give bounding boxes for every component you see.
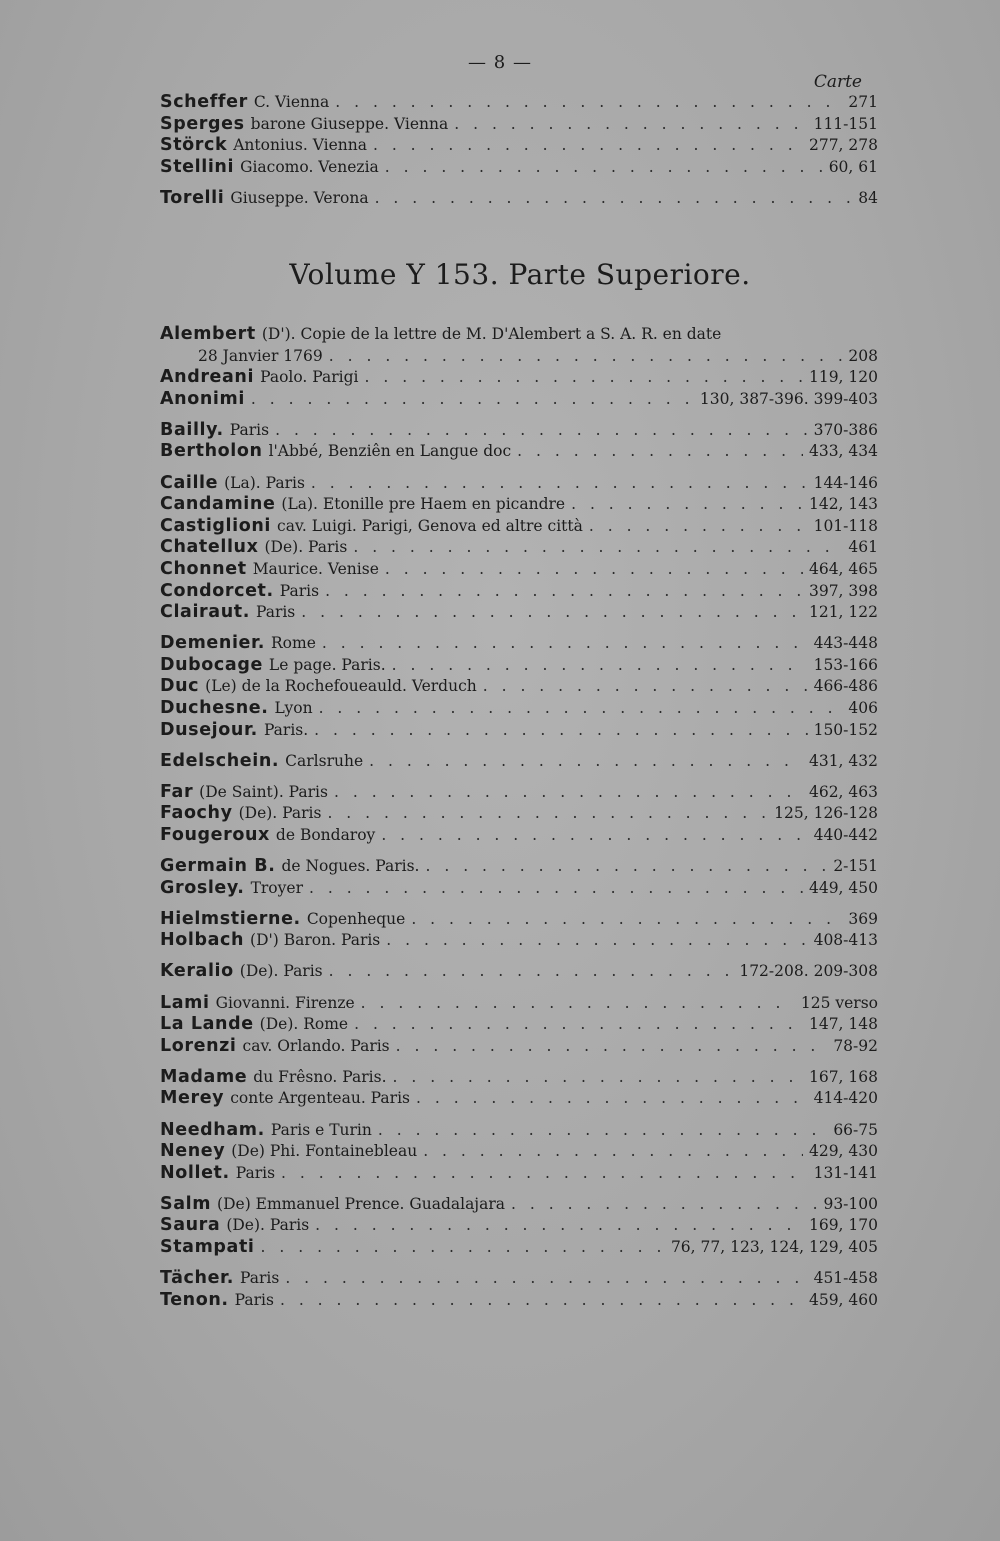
entry-pages: 125, 126-128 (774, 804, 878, 823)
entry-detail: Lyon (274, 699, 313, 717)
index-entry (160, 494, 878, 516)
leader-dots (483, 676, 808, 698)
entry-pages: 397, 398 (808, 581, 878, 600)
entry-detail: Paris (279, 581, 320, 600)
entry-pages: 172-208. 209-308 (739, 962, 878, 981)
index-entry (160, 367, 878, 389)
entry-detail: (D') Baron. Paris (250, 931, 381, 950)
entry-surname: Candamine (160, 494, 276, 515)
entry-surname: Lami (160, 992, 210, 1013)
entry-surname: Holbach (160, 930, 245, 951)
entry-pages: 119, 120 (808, 368, 878, 387)
index-entry (160, 114, 878, 136)
leader-dots (281, 1163, 808, 1185)
entry-pages: 78-92 (833, 1036, 878, 1055)
entry-pages: 464, 465 (808, 559, 878, 578)
index-entry-alembert (160, 324, 878, 346)
index-entry (160, 720, 878, 742)
entry-surname: Dusejour. (160, 719, 258, 740)
index-entry (160, 188, 878, 210)
entry-surname: Stellini (160, 156, 235, 177)
leader-dots (319, 698, 843, 720)
entry-surname: Fougeroux (160, 824, 270, 845)
index-entry (160, 1290, 878, 1312)
index-entry (160, 92, 878, 114)
entry-pages: 93-100 (823, 1194, 878, 1213)
entry-surname: Keralio (160, 961, 234, 982)
index-list-main (160, 324, 878, 1311)
entry-surname: Anonimi (160, 388, 245, 409)
entry-pages: 131-141 (813, 1163, 878, 1182)
entry-detail: (De) Emmanuel Prence. Guadalajara (217, 1194, 506, 1213)
entry-detail: Paris (229, 420, 270, 439)
leader-dots (354, 1014, 803, 1036)
entry-pages: 66-75 (833, 1120, 878, 1139)
leader-dots (301, 602, 803, 624)
leader-dots (396, 1036, 828, 1058)
entry-detail: Copenheque (306, 909, 406, 928)
entry-surname: Germain B. (160, 856, 276, 877)
leader-dots (251, 389, 694, 411)
leader-dots (311, 473, 808, 495)
index-entry (160, 1141, 878, 1163)
leader-dots (309, 878, 803, 900)
leader-dots (385, 559, 803, 581)
entry-detail: de Bondaroy (275, 825, 376, 844)
leader-dots (369, 751, 803, 773)
entry-surname: Dubocage (160, 654, 263, 675)
leader-dots (411, 909, 842, 931)
leader-dots (373, 135, 803, 157)
leader-dots (423, 1141, 803, 1163)
entry-detail: de Nogues. Paris. (281, 857, 420, 876)
index-entry (160, 1036, 878, 1058)
entry-surname: Clairaut. (160, 602, 250, 623)
entry-detail: (D'). Copie de la lettre de M. D'Alembert a S. A. R. en date (261, 325, 722, 343)
entry-surname: Merey (160, 1088, 225, 1109)
entry-detail: Maurice. Venise (252, 559, 379, 578)
entry-detail: (Le) de la Rochefoueauld. Verduch (205, 677, 477, 696)
entry-pages: 370-386 (813, 420, 878, 439)
entry-surname: La Lande (160, 1014, 254, 1035)
leader-dots (261, 1237, 665, 1259)
entry-pages: 440-442 (813, 825, 878, 844)
index-entry (160, 1067, 878, 1089)
leader-dots (280, 1290, 803, 1312)
entry-detail: (De). Paris (239, 962, 323, 981)
entry-detail: (De) Phi. Fontainebleau (231, 1142, 418, 1161)
entry-surname: Neney (160, 1141, 226, 1162)
entry-surname: Tächer. (160, 1268, 235, 1289)
leader-dots (329, 346, 843, 368)
index-entry (160, 856, 878, 878)
entry-surname: Alembert (160, 324, 256, 344)
entry-surname: Bailly. (160, 419, 224, 440)
entry-detail: C. Vienna (253, 93, 330, 111)
entry-pages: 429, 430 (808, 1142, 878, 1161)
entry-pages: 431, 432 (808, 751, 878, 770)
entry-surname: Edelschein. (160, 750, 280, 771)
entry-surname: Störck (160, 135, 228, 156)
entry-pages: 167, 168 (808, 1067, 878, 1086)
index-entry (160, 751, 878, 773)
index-entry (160, 878, 878, 900)
entry-detail: (De). Paris (238, 804, 322, 823)
leader-dots (334, 782, 803, 804)
entry-surname: Sperges (160, 113, 245, 134)
index-entry (160, 537, 878, 559)
entry-detail: (De). Rome (259, 1015, 349, 1034)
leader-dots (329, 961, 734, 983)
page-number: — 8 — (468, 52, 532, 73)
entry-pages: 111-151 (813, 114, 878, 133)
entry-surname: Castiglioni (160, 515, 272, 536)
entry-pages: 76, 77, 123, 124, 129, 405 (670, 1237, 878, 1256)
entry-surname: Andreani (160, 367, 255, 388)
entry-surname: Tenon. (160, 1289, 229, 1310)
index-entry (160, 441, 878, 463)
entry-pages: 147, 148 (808, 1015, 878, 1034)
carte-column-header: Carte (813, 72, 862, 92)
entry-pages: 466-486 (813, 677, 878, 696)
index-entry-alembert-continuation (160, 346, 878, 368)
entry-surname: Salm (160, 1193, 212, 1214)
entry-pages: 84 (858, 188, 878, 207)
entry-surname: Far (160, 781, 194, 802)
entry-detail: Giacomo. Venezia (240, 157, 379, 176)
entry-detail: Troyer (250, 878, 303, 897)
entry-pages: 144-146 (813, 473, 878, 492)
index-entry (160, 1120, 878, 1142)
section-title: Volume Y 153. Parte Superiore. (289, 258, 751, 291)
entry-surname: Chatellux (160, 537, 259, 558)
entry-continuation: 28 Janvier 1769 (198, 346, 323, 365)
leader-dots (375, 188, 853, 210)
entry-detail: l'Abbé, Benziên en Langue doc (268, 442, 512, 461)
index-entry (160, 803, 878, 825)
leader-dots (378, 1120, 827, 1142)
entry-detail: Paris e Turin (270, 1120, 372, 1139)
entry-detail: du Frêsno. Paris. (253, 1067, 387, 1086)
entry-pages: 449, 450 (808, 878, 878, 897)
leader-dots (416, 1088, 808, 1110)
entry-surname: Faochy (160, 803, 233, 824)
leader-dots (365, 367, 803, 389)
entry-detail: (La). Paris (224, 473, 305, 492)
index-entry (160, 135, 878, 157)
index-entry (160, 633, 878, 655)
leader-dots (571, 494, 803, 516)
entry-detail: Giuseppe. Verona (230, 188, 369, 207)
entry-pages: 142, 143 (808, 495, 878, 514)
entry-detail: Paris (255, 603, 296, 622)
entry-detail: Giovanni. Firenze (215, 993, 355, 1012)
leader-dots (454, 114, 807, 136)
leader-dots (511, 1194, 817, 1216)
entry-surname: Needham. (160, 1119, 265, 1140)
entry-detail: Antonius. Vienna (233, 136, 367, 155)
entry-detail: Paris (235, 1163, 276, 1182)
entry-pages: 2-151 (833, 857, 878, 876)
entry-pages: 60, 61 (828, 157, 878, 176)
index-entry (160, 516, 878, 538)
entry-detail: barone Giuseppe. Vienna (250, 114, 449, 133)
entry-pages: 121, 122 (808, 603, 878, 622)
entry-pages: 406 (848, 699, 878, 717)
index-entry (160, 909, 878, 931)
entry-detail: conte Argenteau. Paris (230, 1089, 410, 1108)
entry-detail: (De). Paris (264, 538, 348, 557)
entry-surname: Hielmstierne. (160, 908, 301, 929)
leader-dots (335, 92, 842, 114)
index-entry (160, 1014, 878, 1036)
index-entry (160, 157, 878, 179)
index-entry (160, 655, 878, 677)
entry-detail: cav. Luigi. Parigi, Genova ed altre città (277, 516, 583, 535)
index-entry (160, 1194, 878, 1216)
leader-dots (392, 655, 808, 677)
entry-detail: cav. Orlando. Paris (242, 1036, 390, 1055)
leader-dots (386, 930, 807, 952)
entry-surname: Saura (160, 1215, 221, 1236)
entry-pages: 130, 387-396. 399-403 (699, 389, 878, 408)
index-entry (160, 961, 878, 983)
entry-detail: Carlsruhe (285, 751, 364, 770)
leader-dots (381, 825, 807, 847)
entry-detail: (De Saint). Paris (199, 782, 328, 801)
index-entry (160, 559, 878, 581)
index-entry (160, 993, 878, 1015)
leader-dots (314, 720, 807, 742)
leader-dots (315, 1215, 803, 1237)
index-entry (160, 1163, 878, 1185)
entry-detail: Paris (234, 1290, 274, 1309)
entry-detail: Paolo. Parigi (260, 368, 359, 387)
entry-surname: Caille (160, 472, 219, 493)
index-entry (160, 389, 878, 411)
entry-surname: Scheffer (160, 92, 248, 112)
entry-pages: 277, 278 (808, 136, 878, 155)
entry-detail: (De). Paris (226, 1216, 310, 1235)
entry-pages: 271 (848, 93, 878, 111)
index-entry (160, 930, 878, 952)
entry-detail: Paris (240, 1269, 280, 1288)
index-entry (160, 698, 878, 720)
leader-dots (327, 803, 768, 825)
entry-detail: Rome (271, 634, 316, 653)
leader-dots (322, 633, 808, 655)
entry-detail: Le page. Paris. (268, 655, 386, 674)
leader-dots (275, 420, 807, 442)
index-entry (160, 1215, 878, 1237)
entry-pages: 101-118 (813, 516, 878, 535)
index-entry (160, 1088, 878, 1110)
entry-surname: Bertholon (160, 441, 263, 462)
entry-surname: Duchesne. (160, 698, 269, 718)
index-entry (160, 676, 878, 698)
entry-surname: Grosley. (160, 877, 245, 898)
leader-dots (425, 856, 827, 878)
entry-pages: 169, 170 (808, 1216, 878, 1235)
index-entry (160, 825, 878, 847)
entry-surname: Duc (160, 676, 200, 697)
entry-pages: 461 (848, 538, 878, 557)
entry-pages: 408-413 (813, 931, 878, 950)
entry-pages: 462, 463 (808, 782, 878, 801)
entry-pages: 451-458 (813, 1269, 878, 1288)
index-entry (160, 581, 878, 603)
entry-pages: 208 (848, 346, 878, 365)
leader-dots (393, 1067, 803, 1089)
leader-dots (517, 441, 803, 463)
index-entry (160, 602, 878, 624)
entry-pages: 150-152 (813, 720, 878, 739)
index-entry (160, 473, 878, 495)
index-entry (160, 1268, 878, 1290)
entry-detail: (La). Etonille pre Haem en picandre (281, 495, 566, 514)
leader-dots (589, 516, 808, 538)
leader-dots (385, 157, 823, 179)
index-entry (160, 1237, 878, 1259)
entry-surname: Chonnet (160, 558, 247, 579)
index-list-top (160, 92, 878, 209)
entry-surname: Stampati (160, 1236, 255, 1257)
entry-surname: Madame (160, 1066, 248, 1087)
entry-surname: Condorcet. (160, 580, 274, 601)
entry-pages: 153-166 (813, 655, 878, 674)
entry-pages: 369 (848, 909, 878, 928)
leader-dots (325, 581, 803, 603)
leader-dots (361, 993, 795, 1015)
entry-pages: 433, 434 (808, 442, 878, 461)
entry-pages: 459, 460 (808, 1290, 878, 1309)
entry-surname: Torelli (160, 187, 225, 208)
leader-dots (353, 537, 842, 559)
entry-surname: Demenier. (160, 633, 266, 654)
index-entry (160, 420, 878, 442)
index-entry (160, 782, 878, 804)
entry-surname: Lorenzi (160, 1035, 237, 1056)
entry-detail: Paris. (263, 720, 309, 739)
entry-pages: 414-420 (813, 1089, 878, 1108)
entry-pages: 125 verso (800, 993, 878, 1012)
entry-pages: 443-448 (813, 634, 878, 653)
leader-dots (285, 1268, 807, 1290)
entry-surname: Nollet. (160, 1162, 230, 1183)
